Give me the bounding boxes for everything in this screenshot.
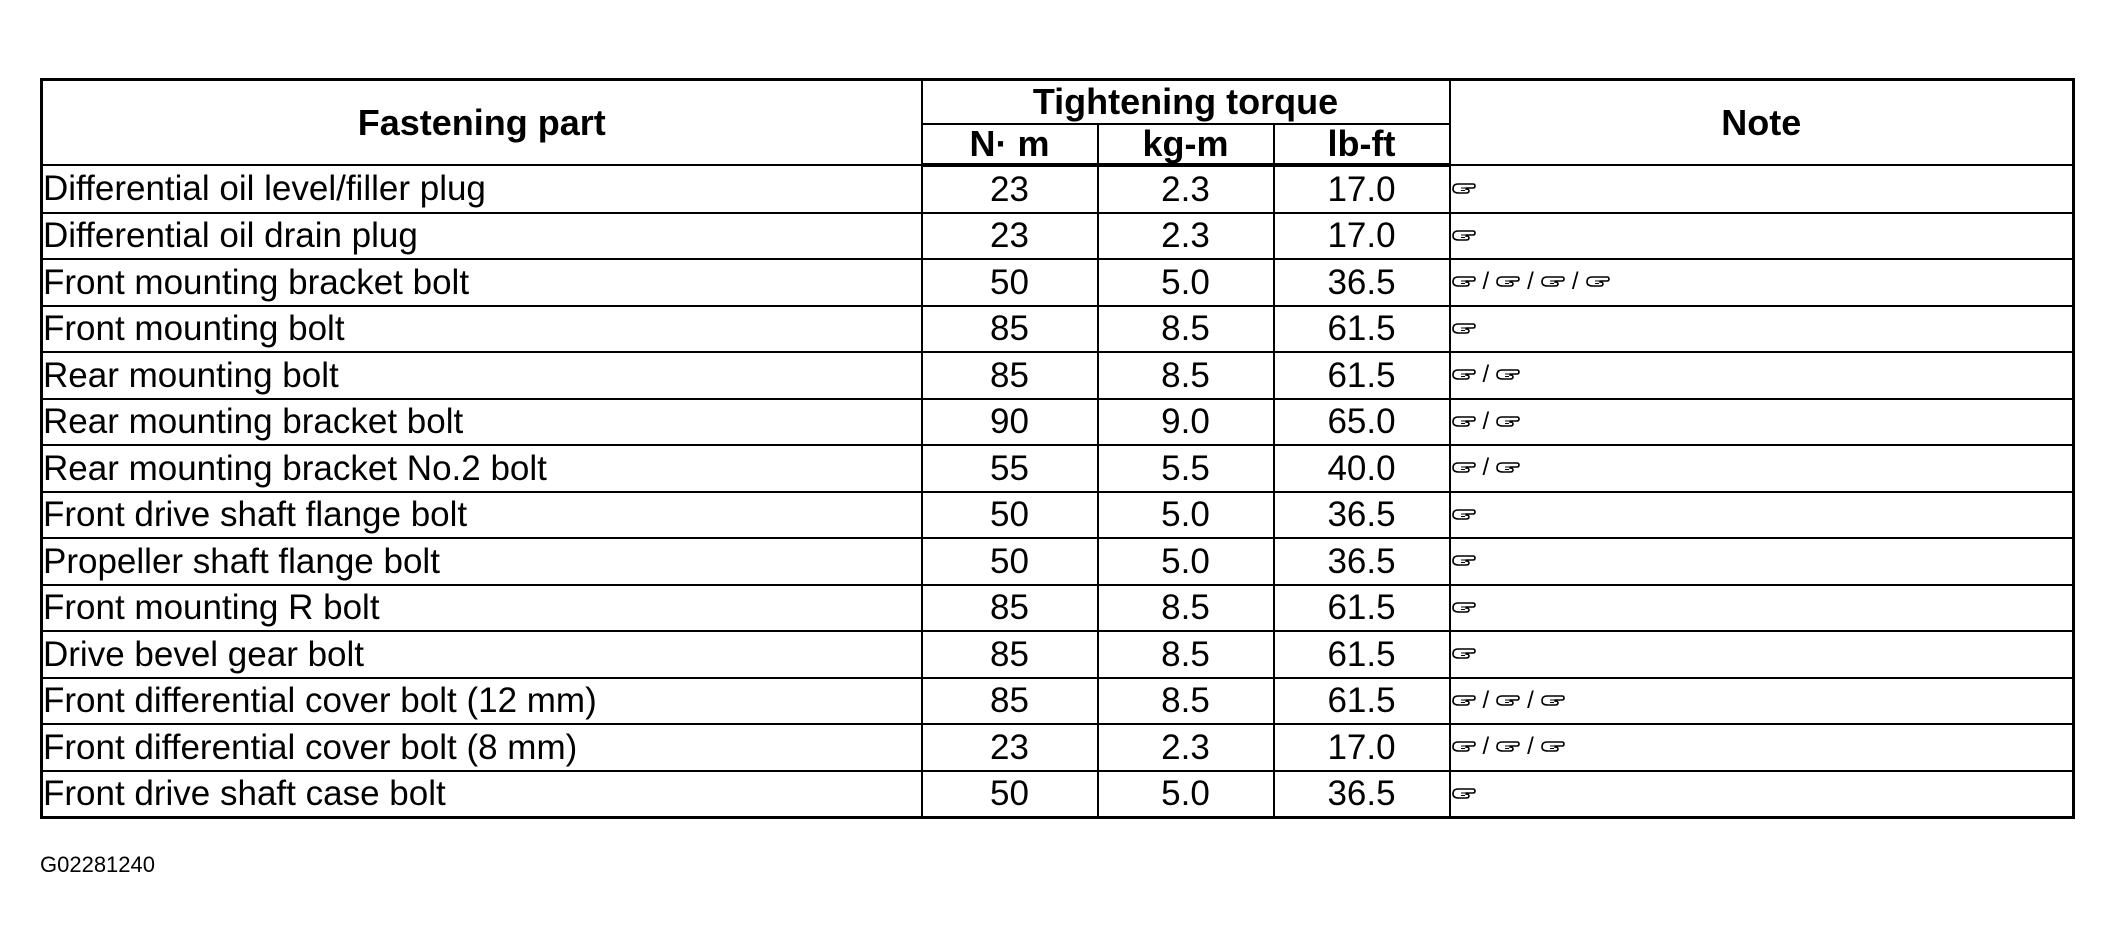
pointing-hand-icon[interactable] (1495, 735, 1521, 759)
torque-nm-cell: 50 (922, 259, 1098, 306)
torque-lbft-cell: 36.5 (1274, 771, 1450, 818)
header-tightening-torque: Tightening torque (922, 80, 1450, 125)
table-row (42, 492, 2074, 539)
table-body (42, 165, 2074, 818)
table-row (42, 678, 2074, 725)
fastening-part-cell: Front drive shaft case bolt (42, 771, 922, 818)
torque-lbft-cell: 36.5 (1274, 492, 1450, 539)
torque-lbft-cell: 17.0 (1274, 165, 1450, 213)
pointing-hand-icon[interactable] (1495, 270, 1521, 294)
torque-lbft-cell: 36.5 (1274, 259, 1450, 306)
torque-lbft-cell: 40.0 (1274, 445, 1450, 492)
note-separator: / (1482, 686, 1490, 714)
table-row (42, 585, 2074, 632)
table-row (42, 165, 2074, 213)
note-cell (1450, 771, 2074, 818)
header-unit-nm: N· m (922, 124, 1098, 165)
torque-nm-cell: 50 (922, 771, 1098, 818)
pointing-hand-icon[interactable] (1451, 363, 1477, 387)
fastening-part-cell: Front mounting bracket bolt (42, 259, 922, 306)
torque-kgm-cell: 8.5 (1098, 631, 1274, 678)
torque-nm-cell: 55 (922, 445, 1098, 492)
table-row (42, 445, 2074, 492)
pointing-hand-icon[interactable] (1451, 735, 1477, 759)
note-cell (1450, 165, 2074, 213)
pointing-hand-icon[interactable] (1451, 456, 1477, 480)
fastening-part-cell: Rear mounting bracket bolt (42, 399, 922, 446)
torque-kgm-cell: 2.3 (1098, 213, 1274, 260)
fastening-part-cell: Differential oil drain plug (42, 213, 922, 260)
fastening-part-cell: Propeller shaft flange bolt (42, 538, 922, 585)
fastening-part-cell: Front mounting R bolt (42, 585, 922, 632)
fastening-part-cell: Front differential cover bolt (8 mm) (42, 724, 922, 771)
fastening-part-cell: Front differential cover bolt (12 mm) (42, 678, 922, 725)
note-separator: / (1527, 733, 1534, 761)
pointing-hand-icon[interactable] (1451, 596, 1477, 620)
table-row (42, 399, 2074, 446)
torque-nm-cell: 85 (922, 352, 1098, 399)
note-cell (1450, 585, 2074, 632)
header-note: Note (1450, 80, 2074, 166)
torque-nm-cell: 23 (922, 724, 1098, 771)
note-separator: / (1482, 407, 1490, 435)
pointing-hand-icon[interactable] (1495, 410, 1521, 434)
note-separator: / (1571, 268, 1579, 296)
torque-nm-cell: 85 (922, 585, 1098, 632)
note-cell (1450, 678, 2074, 725)
torque-lbft-cell: 36.5 (1274, 538, 1450, 585)
pointing-hand-icon[interactable] (1585, 270, 1611, 294)
pointing-hand-icon[interactable] (1451, 549, 1477, 573)
note-separator: / (1482, 454, 1490, 482)
torque-lbft-cell: 65.0 (1274, 399, 1450, 446)
torque-nm-cell: 50 (922, 492, 1098, 539)
fastening-part-cell: Drive bevel gear bolt (42, 631, 922, 678)
torque-kgm-cell: 5.0 (1098, 538, 1274, 585)
table-row (42, 538, 2074, 585)
torque-nm-cell: 85 (922, 678, 1098, 725)
pointing-hand-icon[interactable] (1451, 503, 1477, 527)
pointing-hand-icon[interactable] (1495, 456, 1521, 480)
torque-lbft-cell: 17.0 (1274, 213, 1450, 260)
pointing-hand-icon[interactable] (1451, 410, 1477, 434)
torque-table-container (40, 78, 2075, 819)
note-separator: / (1482, 268, 1490, 296)
torque-nm-cell: 85 (922, 631, 1098, 678)
torque-kgm-cell: 5.0 (1098, 259, 1274, 306)
table-row (42, 213, 2074, 260)
note-cell (1450, 538, 2074, 585)
header-fastening-part: Fastening part (42, 80, 922, 166)
torque-nm-cell: 90 (922, 399, 1098, 446)
table-row (42, 259, 2074, 306)
fastening-part-cell: Front mounting bolt (42, 306, 922, 353)
torque-kgm-cell: 8.5 (1098, 352, 1274, 399)
torque-kgm-cell: 5.0 (1098, 492, 1274, 539)
torque-lbft-cell: 61.5 (1274, 678, 1450, 725)
pointing-hand-icon[interactable] (1451, 317, 1477, 341)
note-cell (1450, 213, 2074, 260)
note-cell (1450, 306, 2074, 353)
torque-lbft-cell: 61.5 (1274, 631, 1450, 678)
pointing-hand-icon[interactable] (1451, 642, 1477, 666)
note-cell (1450, 259, 2074, 306)
torque-nm-cell: 85 (922, 306, 1098, 353)
torque-kgm-cell: 8.5 (1098, 306, 1274, 353)
note-separator: / (1527, 686, 1534, 714)
note-separator: / (1482, 361, 1490, 389)
fastening-part-cell: Front drive shaft flange bolt (42, 492, 922, 539)
torque-nm-cell: 23 (922, 213, 1098, 260)
pointing-hand-icon[interactable] (1451, 689, 1477, 713)
pointing-hand-icon[interactable] (1451, 224, 1477, 248)
pointing-hand-icon[interactable] (1540, 270, 1566, 294)
torque-spec-table (40, 78, 2075, 819)
note-separator: / (1527, 268, 1534, 296)
pointing-hand-icon[interactable] (1540, 689, 1566, 713)
torque-lbft-cell: 17.0 (1274, 724, 1450, 771)
header-unit-kgm: kg-m (1098, 124, 1274, 165)
torque-kgm-cell: 2.3 (1098, 724, 1274, 771)
header-unit-lbft: lb-ft (1274, 124, 1450, 165)
pointing-hand-icon[interactable] (1451, 270, 1477, 294)
torque-kgm-cell: 8.5 (1098, 678, 1274, 725)
note-cell (1450, 352, 2074, 399)
torque-kgm-cell: 5.0 (1098, 771, 1274, 818)
pointing-hand-icon[interactable] (1495, 363, 1521, 387)
torque-kgm-cell: 5.5 (1098, 445, 1274, 492)
pointing-hand-icon[interactable] (1540, 735, 1566, 759)
fastening-part-cell: Rear mounting bolt (42, 352, 922, 399)
note-cell (1450, 492, 2074, 539)
pointing-hand-icon[interactable] (1451, 782, 1477, 806)
note-cell (1450, 631, 2074, 678)
note-separator: / (1482, 733, 1490, 761)
torque-lbft-cell: 61.5 (1274, 352, 1450, 399)
torque-lbft-cell: 61.5 (1274, 585, 1450, 632)
pointing-hand-icon[interactable] (1451, 177, 1477, 201)
table-row (42, 306, 2074, 353)
note-cell (1450, 724, 2074, 771)
table-row (42, 724, 2074, 771)
torque-nm-cell: 50 (922, 538, 1098, 585)
note-cell (1450, 445, 2074, 492)
torque-kgm-cell: 2.3 (1098, 165, 1274, 213)
fastening-part-cell: Differential oil level/filler plug (42, 165, 922, 213)
torque-kgm-cell: 9.0 (1098, 399, 1274, 446)
torque-nm-cell: 23 (922, 165, 1098, 213)
pointing-hand-icon[interactable] (1495, 689, 1521, 713)
fastening-part-cell: Rear mounting bracket No.2 bolt (42, 445, 922, 492)
table-row (42, 771, 2074, 818)
torque-lbft-cell: 61.5 (1274, 306, 1450, 353)
table-row (42, 631, 2074, 678)
table-row (42, 352, 2074, 399)
note-cell (1450, 399, 2074, 446)
figure-id: G02281240 (40, 852, 155, 877)
torque-kgm-cell: 8.5 (1098, 585, 1274, 632)
